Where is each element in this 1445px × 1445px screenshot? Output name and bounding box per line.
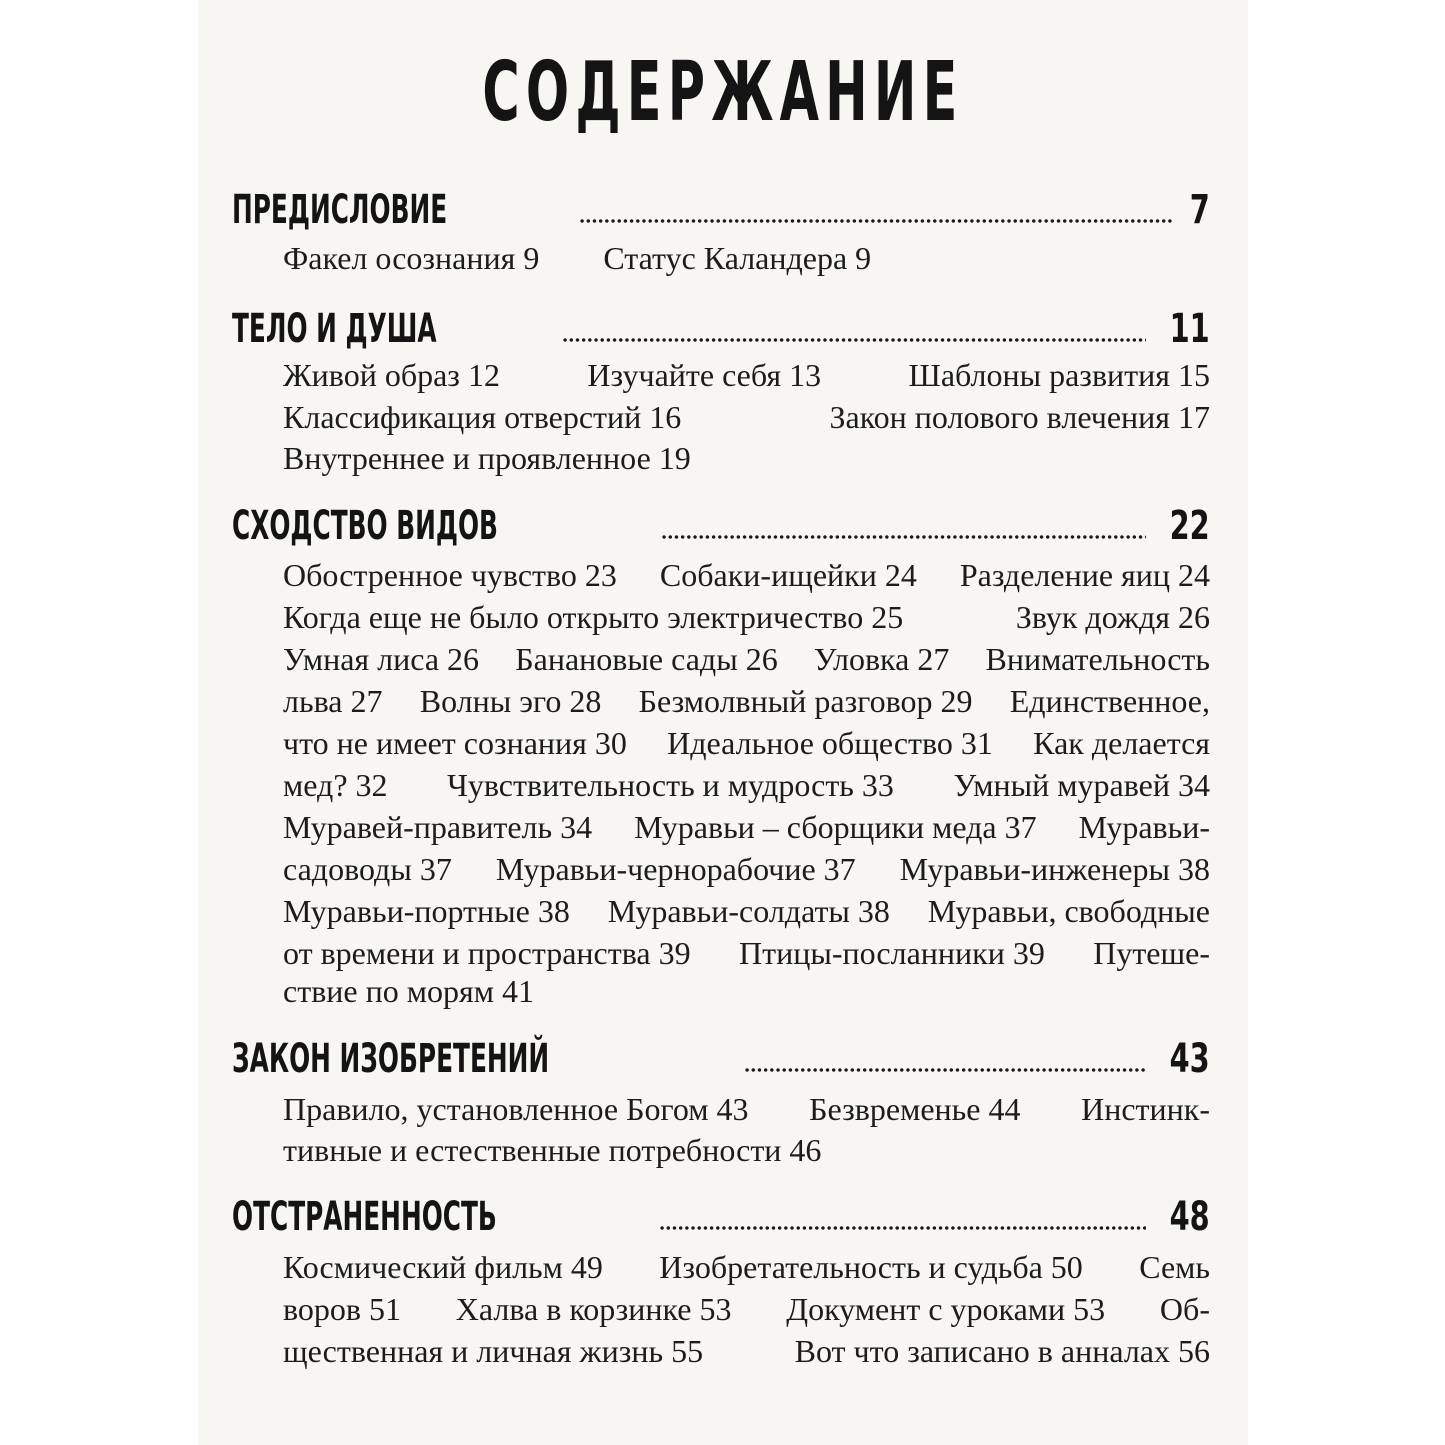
toc-entry: Муравьи, свободные: [927, 893, 1210, 929]
toc-entry: Халва в корзинке 53: [455, 1291, 732, 1327]
section-page-number: 43: [1169, 1036, 1210, 1082]
toc-entry: Шаблоны развития 15: [908, 357, 1210, 393]
section-page-number: 22: [1169, 503, 1210, 549]
toc-entry: Статус Каландера 9: [603, 240, 872, 276]
toc-line: [283, 396, 1210, 438]
toc-entry: Муравей-правитель 34: [283, 809, 593, 845]
toc-entry: Обостренное чувство 23: [283, 557, 617, 593]
toc-line: [283, 554, 1210, 596]
toc-entry: Семь: [1139, 1249, 1210, 1285]
toc-entry: щественная и личная жизнь 55: [283, 1333, 704, 1369]
toc-entry: Безвременье 44: [809, 1091, 1021, 1127]
section-title: ТЕЛО И ДУША: [232, 306, 437, 352]
toc-entry: Закон полового влечения 17: [829, 399, 1210, 435]
toc-entry: Когда еще не было открыто электричество 25: [283, 599, 904, 635]
toc-entry: Уловка 27: [813, 641, 950, 677]
toc-entry: Муравьи-чернорабочие 37: [495, 851, 856, 887]
toc-entry: Факел осознания 9: [283, 240, 540, 276]
toc-entry: Об-: [1159, 1291, 1210, 1327]
toc-line: [283, 1330, 1210, 1372]
toc-entry: Банановые сады 26: [515, 641, 778, 677]
dot-leader: [659, 1225, 1146, 1231]
toc-entry: Муравьи-портные 38: [283, 893, 570, 929]
toc-line: [283, 354, 1210, 396]
toc-entry: Муравьи-солдаты 38: [607, 893, 890, 929]
toc-line: [283, 638, 1210, 680]
toc-entry: ствие по морям 41: [283, 973, 534, 1009]
toc-entry: Инстинк-: [1081, 1091, 1210, 1127]
dot-leader: [562, 337, 1146, 343]
toc-entry: Путеше-: [1093, 935, 1210, 971]
toc-entry: Внимательность: [985, 641, 1210, 677]
dot-leader: [661, 534, 1146, 540]
section-title: СХОДСТВО ВИДОВ: [232, 503, 498, 549]
toc-line: [283, 722, 1210, 764]
toc-line: [283, 970, 1210, 1012]
toc-entry: Единственное,: [1009, 683, 1210, 719]
section-heading: [232, 494, 1210, 549]
toc-entry: Умный муравей 34: [953, 767, 1210, 803]
toc-line: [283, 806, 1210, 848]
toc-entry: Чувствительность и мудрость 33: [447, 767, 894, 803]
toc-entry: Вот что записано в анналах 56: [794, 1333, 1210, 1369]
toc-entry: тивные и естественные потребности 46: [283, 1132, 822, 1168]
section-title: ЗАКОН ИЗОБРЕТЕНИЙ: [232, 1036, 550, 1082]
toc-entry: Идеальное общество 31: [667, 725, 993, 761]
toc-entry: воров 51: [283, 1291, 401, 1327]
toc-entry: Безмолвный разговор 29: [638, 683, 973, 719]
dot-leader: [744, 1067, 1147, 1073]
toc-line: [283, 237, 1210, 279]
section-page-number: 48: [1169, 1194, 1210, 1240]
toc-entry: Волны эго 28: [419, 683, 602, 719]
toc-entry: Муравьи-инженеры 38: [899, 851, 1210, 887]
toc-entry: садоводы 37: [283, 851, 452, 887]
toc-entry: Умная лиса 26: [283, 641, 480, 677]
toc-entry: льва 27: [283, 683, 383, 719]
section-heading: [232, 1027, 1210, 1082]
toc-entry: Внутреннее и проявленное 19: [283, 440, 691, 476]
toc-line: [283, 680, 1210, 722]
toc-line: [283, 848, 1210, 890]
toc-entry: Документ с уроками 53: [786, 1291, 1106, 1327]
toc-entry: Классификация отверстий 16: [283, 399, 682, 435]
toc-line: [283, 1088, 1210, 1130]
toc-entry: Космический фильм 49: [283, 1249, 603, 1285]
toc-line: [283, 890, 1210, 932]
toc-entry: Живой образ 12: [283, 357, 500, 393]
toc-line: [283, 596, 1210, 638]
section-page-number: 11: [1169, 306, 1210, 352]
toc-entry: Изучайте себя 13: [587, 357, 822, 393]
toc-entry: от времени и пространства 39: [283, 935, 691, 971]
toc-entry: Разделение яиц 24: [959, 557, 1210, 593]
section-heading: [232, 178, 1210, 233]
section-heading: [232, 297, 1210, 352]
toc-line: [283, 1246, 1210, 1288]
section-title: ПРЕДИСЛОВИЕ: [232, 187, 448, 233]
dot-leader: [579, 218, 1174, 224]
toc-entry: Изобретательность и судьба 50: [659, 1249, 1083, 1285]
section-heading: [232, 1185, 1210, 1240]
toc-entry: Правило, установленное Богом 43: [283, 1091, 749, 1127]
toc-entry: Птицы-посланники 39: [738, 935, 1045, 971]
toc-entry: Собаки-ищейки 24: [659, 557, 917, 593]
toc-line: [283, 1288, 1210, 1330]
toc-line: [283, 764, 1210, 806]
toc-line: [283, 932, 1210, 974]
toc-entry: Звук дождя 26: [1015, 599, 1210, 635]
toc-line: [283, 1129, 1210, 1171]
section-title: ОТСТРАНЕННОСТЬ: [232, 1194, 497, 1240]
toc-entry: Муравьи-: [1078, 809, 1210, 845]
section-page-number: 7: [1189, 187, 1210, 233]
toc-line: [283, 437, 1210, 479]
toc-entry: что не имеет сознания 30: [283, 725, 627, 761]
page-title: СОДЕРЖАНИЕ: [482, 45, 964, 140]
toc-entry: мед? 32: [283, 767, 388, 803]
toc-entry: Как делается: [1033, 725, 1210, 761]
toc-entry: Муравьи – сборщики меда 37: [634, 809, 1037, 845]
